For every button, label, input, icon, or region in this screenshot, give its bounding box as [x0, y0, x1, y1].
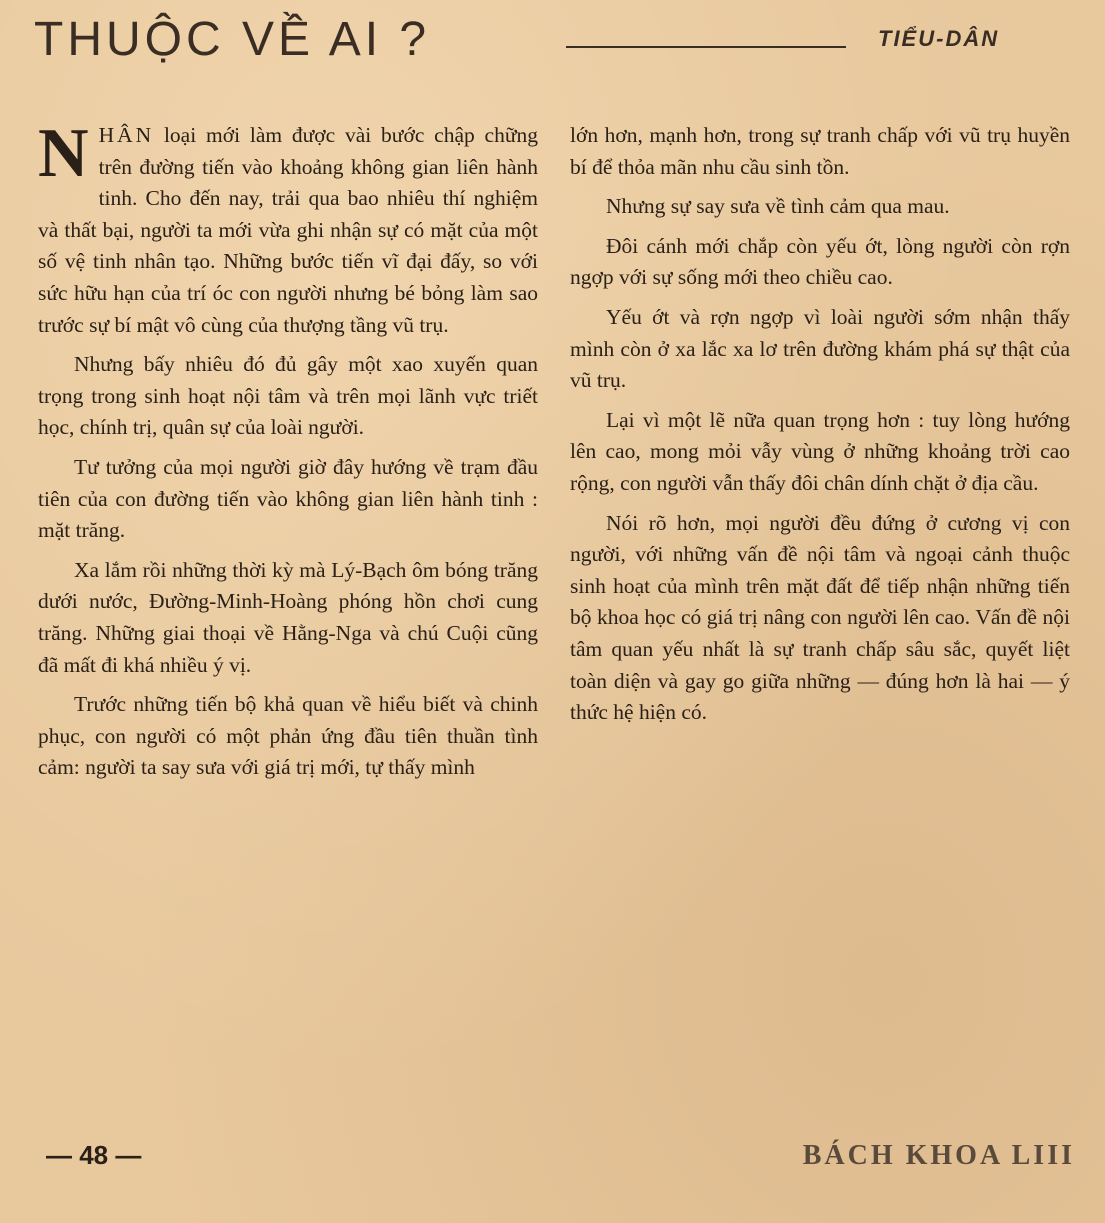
- paragraph: Nói rõ hơn, mọi người đều đứng ở cương vị con người, với những vấn đề nội tâm và ngoại cảnh thuộc sinh hoạt của mình trên mặt đất để tiếp nhận những tiến bộ khoa học có giá trị nâng con người lên cao. Vấn đề nội tâm quan yếu nhất là sự tranh chấp sâu sắc, quyết liệt toàn diện và gay go giữa những — đúng hơn là hai — ý thức hệ hiện có.: [570, 510, 1070, 725]
- title-rule: [566, 46, 846, 48]
- left-column: [38, 115, 538, 792]
- paragraph: Nhưng bấy nhiêu đó đủ gây một xao xuyến quan trọng trong sinh hoạt nội tâm và trên mọi lãnh vực triết học, chính trị, quân sự của loài người.: [38, 352, 538, 440]
- right-column: [570, 120, 1070, 737]
- paragraph: Trước những tiến bộ khả quan về hiểu biết và chinh phục, con người có một phản ứng đầu tiên thuần tình cảm: người ta say sưa với giá trị mới, tự thấy mình: [38, 692, 538, 780]
- page-number: — 48 —: [46, 1140, 142, 1170]
- paragraph-opening: [38, 115, 538, 341]
- article-title: THUỘC VỀ AI ?: [34, 13, 431, 66]
- opening-text: loại mới làm được vài bước chập chững trên đường tiến vào khoảng không gian liên hành tinh. Cho đến nay, trải qua bao nhiêu thí nghiệm và thất bại, người ta mới vừa ghi nhận sự có mặt của một số vệ tinh nhân tạo. Những bước tiến vĩ đại đấy, so với sức hữu hạn của trí óc con người nhưng bé bỏng làm sao trước sự bí mật vô cùng của thượng tầng vũ trụ.: [38, 123, 538, 337]
- article-author: TIỂU-DÂN: [878, 26, 1000, 51]
- paragraph: Xa lắm rồi những thời kỳ mà Lý-Bạch ôm bóng trăng dưới nước, Đường-Minh-Hoàng phóng hồn chơi cung trăng. Những giai thoại về Hằng-Nga và chú Cuội cũng đã mất đi khá nhiều ý vị.: [38, 557, 538, 677]
- paragraph: Tư tưởng của mọi người giờ đây hướng về trạm đầu tiên của con đường tiến vào không gian liên hành tinh : mặt trăng.: [38, 454, 538, 543]
- paragraph: Đôi cánh mới chắp còn yếu ớt, lòng người còn rợn ngợp với sự sống mới theo chiều cao.: [570, 233, 1070, 290]
- paragraph: Lại vì một lẽ nữa quan trọng hơn : tuy lòng hướng lên cao, mong mỏi vẫy vùng ở những khoảng trời cao rộng, con người vẫn thấy đôi chân dính chặt ở địa cầu.: [570, 407, 1070, 495]
- drop-cap: N: [38, 115, 89, 192]
- paragraph-continuation: lớn hơn, mạnh hơn, trong sự tranh chấp với vũ trụ huyền bí để thỏa mãn nhu cầu sinh tồn.: [570, 123, 1070, 179]
- paragraph: Yếu ớt và rợn ngợp vì loài người sớm nhận thấy mình còn ở xa lắc xa lơ trên đường khám phá sự thật của vũ trụ.: [570, 304, 1070, 393]
- magazine-name: BÁCH KHOA LIII: [802, 1140, 1075, 1171]
- paragraph: Nhưng sự say sưa về tình cảm qua mau.: [606, 194, 950, 219]
- opening-word: HÂN: [98, 123, 155, 147]
